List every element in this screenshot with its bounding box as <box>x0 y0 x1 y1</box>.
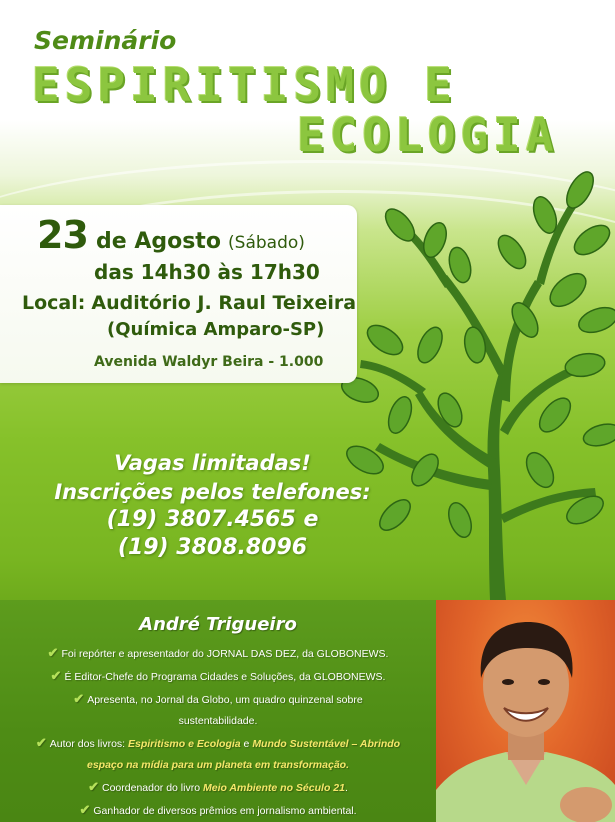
location-place: Auditório J. Raul Teixeira <box>91 292 357 314</box>
phone-number-1: (19) 3807.4565 e <box>106 507 319 532</box>
bio-item-continued: espaço na mídia para um planeta em transformação. <box>86 759 349 771</box>
bio-item: ✔ É Editor-Chefe do Programa Cidades e Soluções, da GLOBONEWS. <box>50 668 386 683</box>
check-icon: ✔ <box>73 691 85 706</box>
speaker-photo <box>436 600 615 822</box>
event-date <box>37 213 305 257</box>
bio-item: ✔ Apresenta, no Jornal da Globo, um quadro quinzenal sobre <box>73 691 363 706</box>
event-day: 23 <box>37 213 88 257</box>
check-icon: ✔ <box>47 645 59 660</box>
event-title-line1: ESPIRITISMO E <box>32 58 458 112</box>
event-weekday: (Sábado) <box>228 233 305 253</box>
event-month: de Agosto <box>95 229 221 254</box>
bio-item-continued: sustentabilidade. <box>178 715 258 727</box>
speaker-panel <box>0 600 615 822</box>
check-icon: ✔ <box>50 668 62 683</box>
bio-item: ✔ Ganhador de diversos prêmios em jornalismo ambiental. <box>79 802 357 817</box>
limited-seats: Vagas limitadas! <box>114 451 311 475</box>
bio-item: ✔ Coordenador do livro Meio Ambiente no Século 21. <box>88 779 348 794</box>
location-sub: (Química Amparo-SP) <box>107 319 325 340</box>
event-kicker: Seminário <box>34 26 177 55</box>
event-title-line2: ECOLOGIA <box>297 108 559 162</box>
speaker-name: André Trigueiro <box>139 614 297 635</box>
phone-number-2: (19) 3808.8096 <box>117 535 308 560</box>
event-info-card <box>0 205 357 383</box>
event-time: das 14h30 às 17h30 <box>94 260 320 284</box>
speaker-bio-list <box>0 642 436 822</box>
bio-item: ✔ Foi repórter e apresentador do JORNAL DAS DEZ, da GLOBONEWS. <box>47 645 389 660</box>
location-label: Local: <box>22 292 86 314</box>
bio-item: ✔ Autor dos livros: Espiritismo e Ecologia e Mundo Sustentável – Abrindo <box>35 735 401 750</box>
check-icon: ✔ <box>35 735 47 750</box>
speaker-portrait <box>436 600 615 822</box>
registration-phones-label: Inscrições pelos telefones: <box>54 480 371 504</box>
event-location <box>22 292 356 314</box>
check-icon: ✔ <box>88 779 99 794</box>
check-icon: ✔ <box>79 802 91 817</box>
event-address: Avenida Waldyr Beira - 1.000 <box>94 354 324 370</box>
